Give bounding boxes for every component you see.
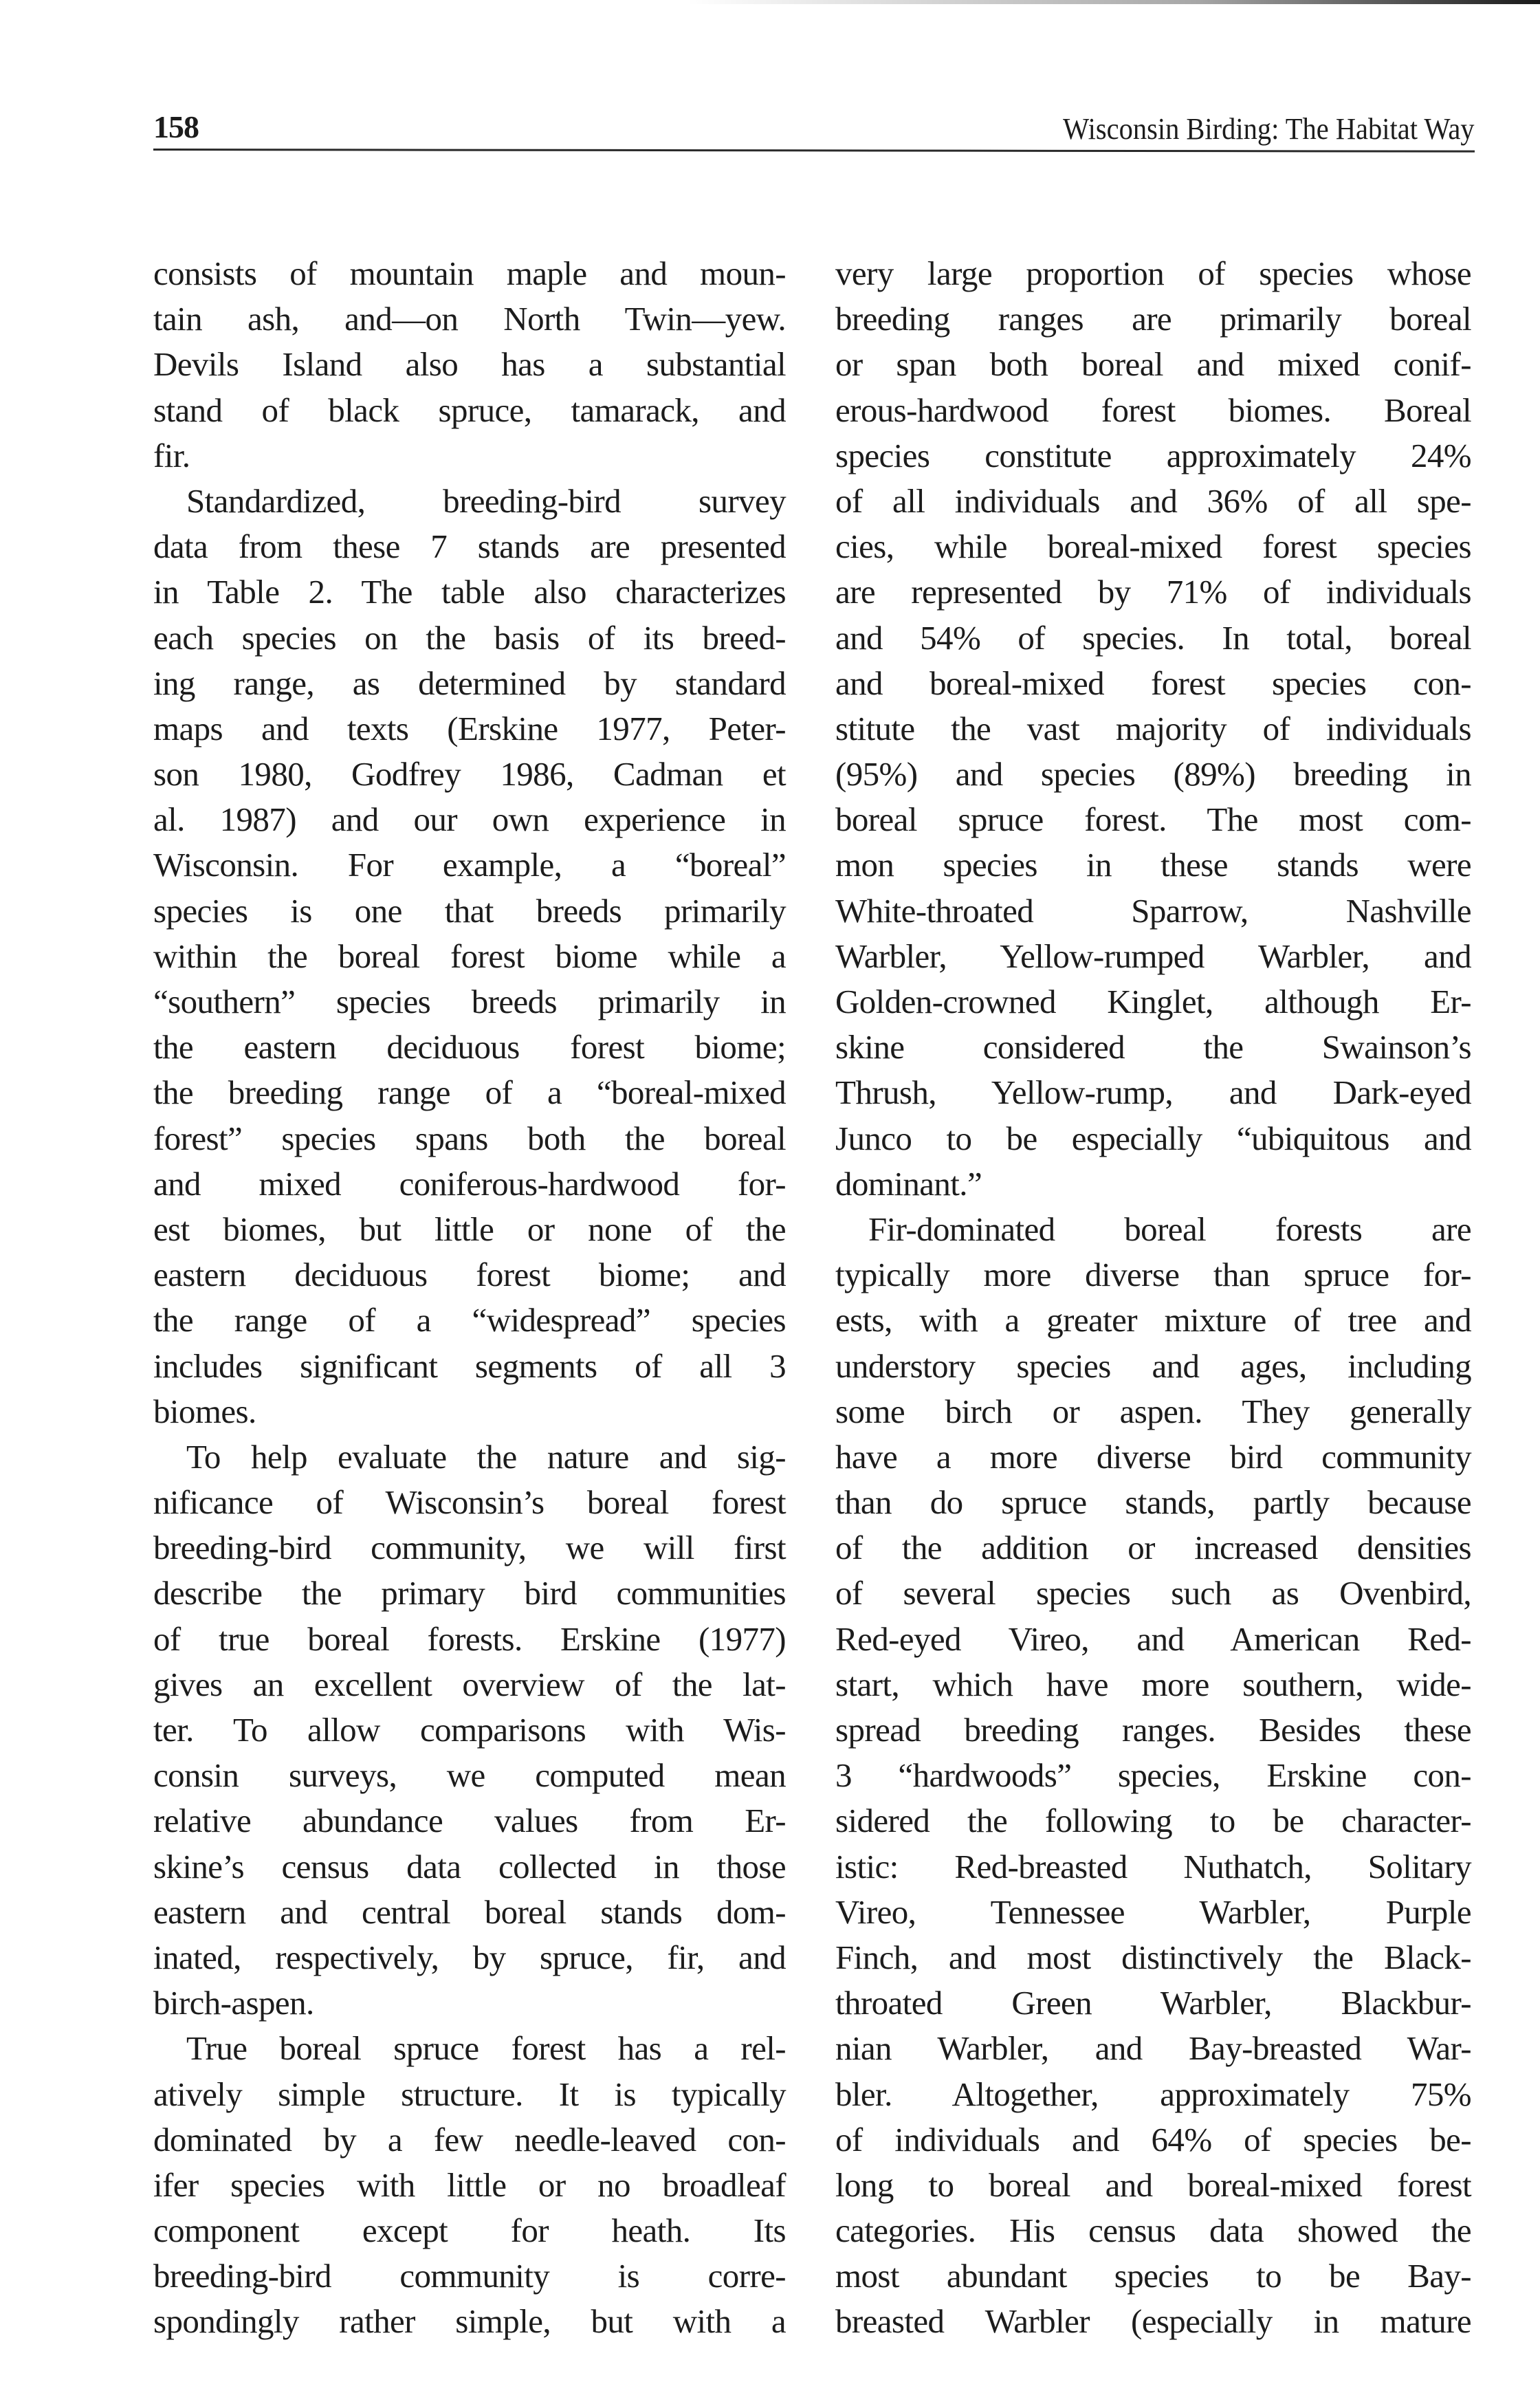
scan-edge-shadow bbox=[688, 0, 1540, 4]
text-line: inated, respectively, by spruce, fir, and bbox=[153, 1938, 786, 1976]
text-line: Standardized, breeding-bird survey bbox=[186, 481, 786, 520]
page-number: 158 bbox=[153, 109, 199, 144]
text-line: “southern” species breeds primarily in bbox=[153, 983, 786, 1020]
text-line: of all individuals and 36% of all spe- bbox=[835, 481, 1471, 520]
running-head bbox=[153, 103, 1475, 151]
text-line: understory species and ages, including bbox=[835, 1346, 1471, 1385]
text-line: dominant.” bbox=[835, 1164, 982, 1203]
text-line: White-throated Sparrow, Nashville bbox=[835, 891, 1471, 930]
text-line: some birch or aspen. They generally bbox=[835, 1392, 1471, 1430]
text-line: very large proportion of species whose bbox=[835, 254, 1471, 292]
text-line: data from these 7 stands are presented bbox=[153, 527, 786, 566]
text-line: the eastern deciduous forest biome; bbox=[153, 1028, 786, 1067]
text-line: breasted Warbler (especially in mature bbox=[835, 2302, 1471, 2341]
text-line: atively simple structure. It is typically bbox=[153, 2075, 786, 2113]
text-line: or span both boreal and mixed conif- bbox=[835, 345, 1471, 384]
text-line: nificance of Wisconsin’s boreal forest bbox=[153, 1483, 786, 1522]
text-line: erous-hardwood forest biomes. Boreal bbox=[835, 391, 1471, 429]
text-line: cies, while boreal-mixed forest species bbox=[835, 527, 1471, 566]
text-line: each species on the basis of its breed- bbox=[153, 618, 786, 657]
text-line: tain ash, and—on North Twin—yew. bbox=[153, 300, 786, 338]
text-line: skine considered the Swainson’s bbox=[835, 1028, 1471, 1067]
text-line: describe the primary bird communities bbox=[153, 1574, 786, 1613]
text-line: in Table 2. The table also characterizes bbox=[153, 573, 786, 611]
text-line: and 54% of species. In total, boreal bbox=[835, 618, 1471, 657]
text-line: of the addition or increased densities bbox=[835, 1529, 1471, 1567]
text-line: stitute the vast majority of individuals bbox=[835, 709, 1471, 747]
left-column bbox=[153, 251, 786, 2345]
text-line: son 1980, Godfrey 1986, Cadman et bbox=[153, 755, 786, 794]
right-column bbox=[835, 251, 1471, 2345]
text-line: nian Warbler, and Bay-breasted War- bbox=[835, 2029, 1471, 2068]
text-line: species constitute approximately 24% bbox=[835, 436, 1471, 474]
text-line: spondingly rather simple, but with a bbox=[153, 2302, 786, 2341]
text-line: long to boreal and boreal-mixed forest bbox=[835, 2165, 1471, 2204]
text-line: the breeding range of a “boreal-mixed bbox=[153, 1073, 786, 1112]
text-line: stand of black spruce, tamarack, and bbox=[153, 391, 786, 429]
text-line: component except for heath. Its bbox=[153, 2211, 786, 2250]
text-line: skine’s census data collected in those bbox=[153, 1847, 786, 1886]
text-line: ing range, as determined by standard bbox=[153, 664, 786, 702]
text-line: the range of a “widespread” species bbox=[153, 1301, 786, 1340]
text-line: breeding-bird community is corre- bbox=[153, 2257, 786, 2295]
text-line: of individuals and 64% of species be- bbox=[835, 2120, 1471, 2159]
text-line: ests, with a greater mixture of tree and bbox=[835, 1301, 1471, 1340]
text-line: Junco to be especially “ubiquitous and bbox=[835, 1119, 1471, 1157]
text-line: are represented by 71% of individuals bbox=[835, 573, 1471, 611]
text-line: Warbler, Yellow-rumped Warbler, and bbox=[835, 937, 1471, 975]
text-line: species is one that breeds primarily bbox=[153, 891, 786, 930]
text-line: Red-eyed Vireo, and American Red- bbox=[835, 1619, 1471, 1658]
text-line: Vireo, Tennessee Warbler, Purple bbox=[835, 1892, 1471, 1931]
text-line: 3 “hardwoods” species, Erskine con- bbox=[835, 1756, 1471, 1795]
text-line: ter. To allow comparisons with Wis- bbox=[153, 1711, 786, 1749]
text-line: True boreal spruce forest has a rel- bbox=[186, 2029, 786, 2068]
text-line: relative abundance values from Er- bbox=[153, 1802, 786, 1840]
text-line: consin surveys, we computed mean bbox=[153, 1756, 786, 1795]
text-line: bler. Altogether, approximately 75% bbox=[835, 2075, 1471, 2113]
text-line: forest” species spans both the boreal bbox=[153, 1119, 786, 1157]
text-line: (95%) and species (89%) breeding in bbox=[835, 755, 1471, 794]
text-line: start, which have more southern, wide- bbox=[835, 1665, 1471, 1703]
text-line: breeding ranges are primarily boreal bbox=[835, 300, 1471, 338]
text-line: throated Green Warbler, Blackbur- bbox=[835, 1984, 1471, 2022]
text-line: birch-aspen. bbox=[153, 1984, 314, 2022]
text-line: mon species in these stands were bbox=[835, 846, 1471, 884]
text-line: sidered the following to be character- bbox=[835, 1802, 1471, 1840]
text-line: of several species such as Ovenbird, bbox=[835, 1574, 1471, 1613]
text-line: ifer species with little or no broadleaf bbox=[153, 2165, 786, 2204]
running-title: Wisconsin Birding: The Habitat Way bbox=[1063, 112, 1475, 146]
text-line: Finch, and most distinctively the Black- bbox=[835, 1938, 1471, 1976]
text-line: est biomes, but little or none of the bbox=[153, 1210, 786, 1248]
text-line: includes significant segments of all 3 bbox=[153, 1346, 786, 1385]
text-line: istic: Red-breasted Nuthatch, Solitary bbox=[835, 1847, 1471, 1886]
text-line: than do spruce stands, partly because bbox=[835, 1483, 1471, 1522]
text-line: gives an excellent overview of the lat- bbox=[153, 1665, 786, 1703]
text-line: Devils Island also has a substantial bbox=[153, 345, 786, 384]
text-line: consists of mountain maple and moun- bbox=[153, 254, 786, 292]
text-line: maps and texts (Erskine 1977, Peter- bbox=[153, 709, 786, 747]
text-line: Golden-crowned Kinglet, although Er- bbox=[835, 983, 1471, 1020]
text-line: Thrush, Yellow-rump, and Dark-eyed bbox=[835, 1073, 1471, 1112]
text-line: To help evaluate the nature and sig- bbox=[186, 1437, 786, 1476]
text-line: spread breeding ranges. Besides these bbox=[835, 1711, 1471, 1749]
text-line: typically more diverse than spruce for- bbox=[835, 1256, 1471, 1294]
text-line: al. 1987) and our own experience in bbox=[153, 800, 786, 839]
text-line: Fir-dominated boreal forests are bbox=[868, 1210, 1471, 1248]
text-line: boreal spruce forest. The most com- bbox=[835, 800, 1471, 839]
text-line: and boreal-mixed forest species con- bbox=[835, 664, 1471, 702]
text-line: dominated by a few needle-leaved con- bbox=[153, 2120, 786, 2159]
text-line: of true boreal forests. Erskine (1977) bbox=[153, 1619, 786, 1658]
text-line: within the boreal forest biome while a bbox=[153, 937, 786, 975]
text-line: eastern deciduous forest biome; and bbox=[153, 1256, 786, 1294]
text-line: Wisconsin. For example, a “boreal” bbox=[153, 846, 786, 884]
text-line: fir. bbox=[153, 436, 190, 474]
text-line: breeding-bird community, we will first bbox=[153, 1529, 786, 1567]
text-line: categories. His census data showed the bbox=[835, 2211, 1471, 2250]
text-line: biomes. bbox=[153, 1392, 256, 1430]
text-line: have a more diverse bird community bbox=[835, 1437, 1471, 1476]
text-line: and mixed coniferous-hardwood for- bbox=[153, 1164, 786, 1203]
text-line: eastern and central boreal stands dom- bbox=[153, 1892, 786, 1931]
text-line: most abundant species to be Bay- bbox=[835, 2257, 1471, 2295]
